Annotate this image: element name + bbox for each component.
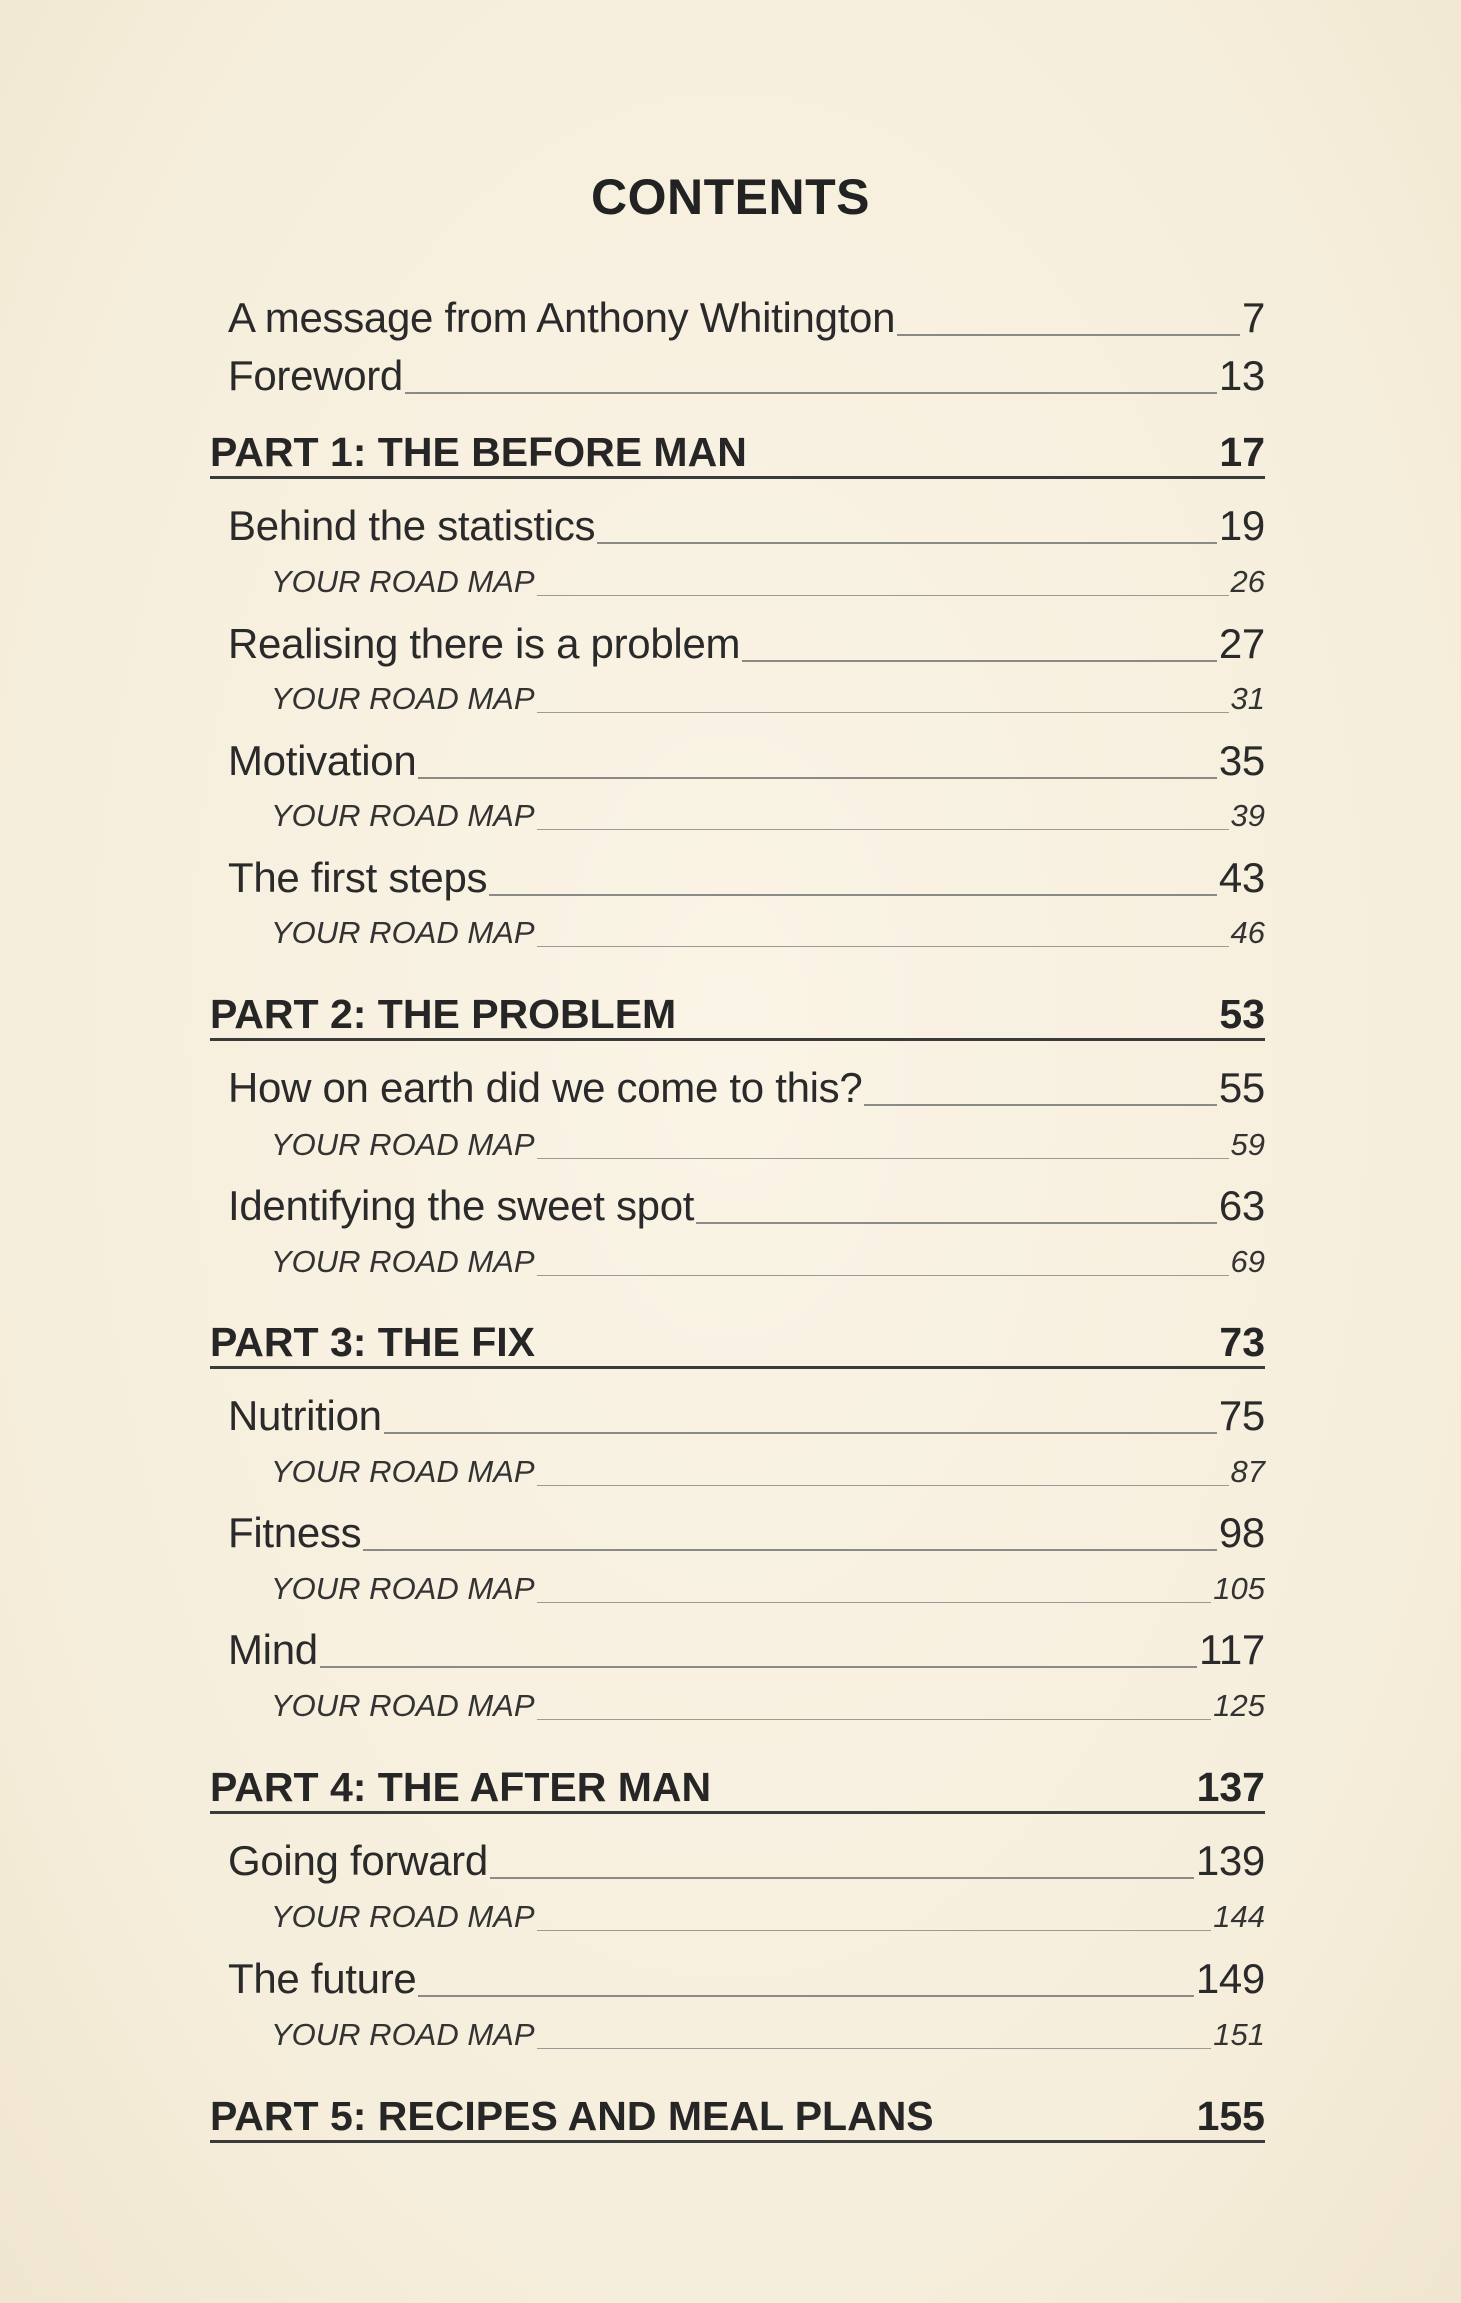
toc-chapter-entry xyxy=(228,1497,1265,1557)
leader-line xyxy=(489,894,1217,896)
leader-line xyxy=(537,1158,1229,1159)
toc-page-number: 63 xyxy=(1218,1182,1265,1229)
toc-entry-label: YOUR ROAD MAP xyxy=(271,1688,535,1723)
toc-roadmap-entry xyxy=(271,1123,1265,1163)
toc-roadmap-entry xyxy=(271,911,1265,951)
leader-line xyxy=(537,1719,1212,1720)
toc-entry-label: YOUR ROAD MAP xyxy=(271,1244,535,1279)
toc-page-number: 75 xyxy=(1218,1392,1265,1439)
toc-chapter-entry xyxy=(228,1170,1265,1230)
toc-page-number: 137 xyxy=(1196,1764,1265,1810)
toc-entry-label: How on earth did we come to this? xyxy=(228,1064,863,1111)
toc-page-number: 105 xyxy=(1213,1571,1265,1606)
toc-entry-label: PART 1: THE BEFORE MAN xyxy=(210,429,747,475)
toc-entry-label: The first steps xyxy=(228,854,488,901)
toc-page-number: 35 xyxy=(1218,737,1265,784)
toc-page-number: 13 xyxy=(1218,352,1265,399)
toc-page-number: 59 xyxy=(1230,1127,1265,1162)
toc-entry-label: YOUR ROAD MAP xyxy=(271,1454,535,1489)
toc-page-number: 26 xyxy=(1230,564,1265,599)
toc-page-number: 55 xyxy=(1218,1064,1265,1111)
toc-page-number: 144 xyxy=(1213,1899,1265,1934)
toc-page-number: 98 xyxy=(1218,1509,1265,1556)
toc-part-heading xyxy=(210,1755,1265,1814)
toc-roadmap-entry xyxy=(271,794,1265,834)
toc-entry-label: YOUR ROAD MAP xyxy=(271,564,535,599)
toc-chapter-entry xyxy=(228,490,1265,550)
leader-line xyxy=(537,946,1229,947)
leader-line xyxy=(897,334,1240,336)
toc-chapter-entry xyxy=(228,608,1265,668)
leader-line xyxy=(384,1432,1217,1434)
leader-line xyxy=(864,1104,1216,1106)
toc-chapter-entry xyxy=(228,1825,1265,1885)
toc-page-number: 155 xyxy=(1196,2093,1265,2139)
toc-roadmap-entry xyxy=(271,1450,1265,1490)
toc-part-heading xyxy=(210,1310,1265,1369)
toc-roadmap-entry xyxy=(271,1567,1265,1607)
leader-line xyxy=(320,1666,1197,1668)
toc-page-number: 69 xyxy=(1230,1244,1265,1279)
toc-chapter-entry xyxy=(228,842,1265,902)
toc-entry-label: Identifying the sweet spot xyxy=(228,1182,695,1229)
toc-page-number: 53 xyxy=(1219,991,1265,1037)
toc-page-number: 43 xyxy=(1218,854,1265,901)
toc-page-number: 7 xyxy=(1241,294,1265,341)
toc-chapter-entry xyxy=(228,1380,1265,1440)
toc-chapter-entry xyxy=(228,340,1265,400)
toc-page-number: 117 xyxy=(1198,1626,1265,1673)
toc-page-number: 125 xyxy=(1213,1688,1265,1723)
toc-entry-label: YOUR ROAD MAP xyxy=(271,2017,535,2052)
leader-line xyxy=(537,1602,1212,1603)
toc-page-number: 31 xyxy=(1230,681,1265,716)
toc-entry-label: YOUR ROAD MAP xyxy=(271,1571,535,1606)
toc-roadmap-entry xyxy=(271,560,1265,600)
toc-chapter-entry xyxy=(228,282,1265,342)
leader-line xyxy=(696,1222,1217,1224)
toc-page-number: 151 xyxy=(1213,2017,1265,2052)
toc-entry-label: YOUR ROAD MAP xyxy=(271,681,535,716)
leader-line xyxy=(490,1877,1194,1879)
leader-line xyxy=(537,1485,1229,1486)
toc-entry-label: Behind the statistics xyxy=(228,502,596,549)
toc-entry-label: Motivation xyxy=(228,737,417,784)
toc-page-number: 17 xyxy=(1219,429,1265,475)
toc-entry-label: YOUR ROAD MAP xyxy=(271,1127,535,1162)
toc-entry-label: Nutrition xyxy=(228,1392,382,1439)
leader-line xyxy=(537,829,1229,830)
toc-entry-label: YOUR ROAD MAP xyxy=(271,1899,535,1934)
toc-roadmap-entry xyxy=(271,1240,1265,1280)
toc-entry-label: A message from Anthony Whitington xyxy=(228,294,896,341)
leader-line xyxy=(537,712,1229,713)
toc-chapter-entry xyxy=(228,1943,1265,2003)
leader-line xyxy=(537,1275,1229,1276)
toc-page-number: 87 xyxy=(1230,1454,1265,1489)
toc-entry-label: PART 3: THE FIX xyxy=(210,1319,535,1365)
toc-chapter-entry xyxy=(228,1052,1265,1112)
leader-line xyxy=(418,1995,1193,1997)
toc-entry-label: Realising there is a problem xyxy=(228,620,741,667)
toc-page-number: 139 xyxy=(1195,1837,1265,1884)
toc-page-number: 73 xyxy=(1219,1319,1265,1365)
toc-page-number: 46 xyxy=(1230,915,1265,950)
toc-roadmap-entry xyxy=(271,677,1265,717)
toc-page-number: 149 xyxy=(1195,1955,1265,2002)
toc-entry-label: Going forward xyxy=(228,1837,488,1884)
toc-entry-label: Fitness xyxy=(228,1509,362,1556)
toc-page-number: 39 xyxy=(1230,798,1265,833)
toc-roadmap-entry xyxy=(271,1684,1265,1724)
toc-part-heading xyxy=(210,2084,1265,2143)
toc-roadmap-entry xyxy=(271,2013,1265,2053)
toc-page-number: 27 xyxy=(1218,620,1265,667)
page-title: CONTENTS xyxy=(591,169,870,225)
leader-line xyxy=(537,595,1229,596)
toc-entry-label: Mind xyxy=(228,1626,318,1673)
toc-entry-label: YOUR ROAD MAP xyxy=(271,915,535,950)
toc-entry-label: PART 2: THE PROBLEM xyxy=(210,991,677,1037)
leader-line xyxy=(537,2048,1212,2049)
toc-part-heading xyxy=(210,420,1265,479)
leader-line xyxy=(363,1549,1217,1551)
toc-chapter-entry xyxy=(228,725,1265,785)
toc-page-number: 19 xyxy=(1218,502,1265,549)
toc-entry-label: PART 4: THE AFTER MAN xyxy=(210,1764,712,1810)
toc-entry-label: The future xyxy=(228,1955,417,2002)
leader-line xyxy=(597,542,1217,544)
leader-line xyxy=(418,777,1216,779)
leader-line xyxy=(537,1930,1212,1931)
toc-roadmap-entry xyxy=(271,1895,1265,1935)
leader-line xyxy=(405,392,1217,394)
toc-chapter-entry xyxy=(228,1614,1265,1674)
toc-part-heading xyxy=(210,982,1265,1041)
toc-entry-label: Foreword xyxy=(228,352,403,399)
toc-entry-label: YOUR ROAD MAP xyxy=(271,798,535,833)
leader-line xyxy=(742,660,1217,662)
toc-entry-label: PART 5: RECIPES AND MEAL PLANS xyxy=(210,2093,934,2139)
